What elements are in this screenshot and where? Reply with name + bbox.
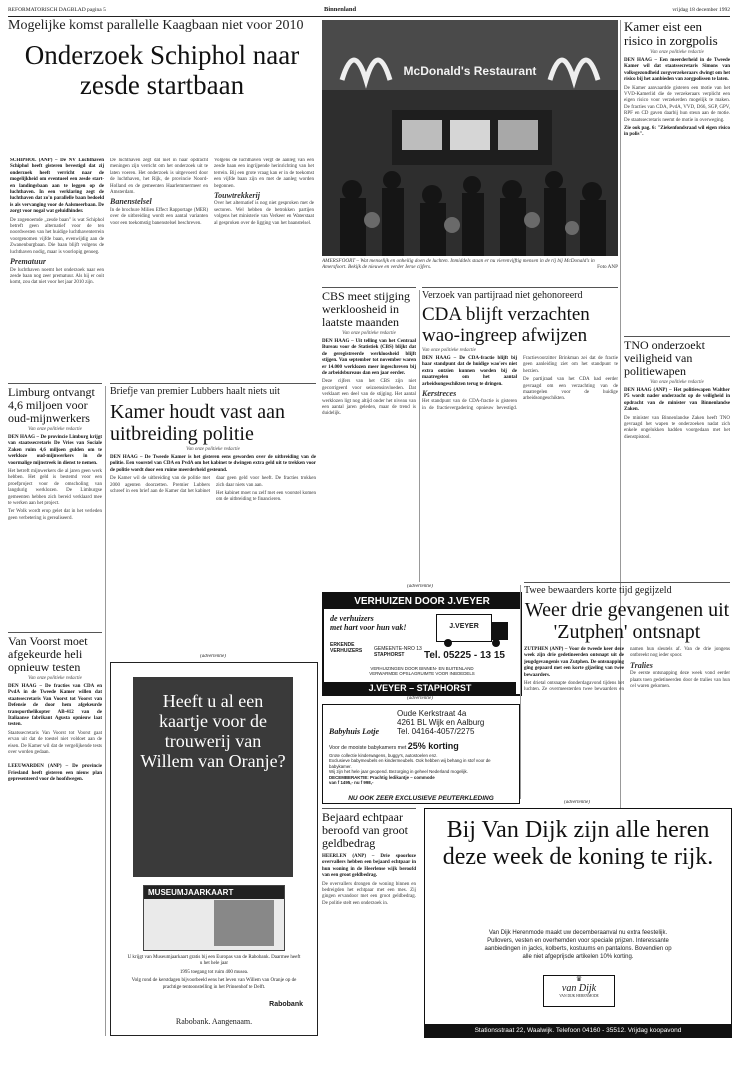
lead-body-3: De luchthaven zegt dat niet in haar opdracht meningen zijn verricht om het onderzoek uit te laten voeren. Het onderzoek is uitgevoerd door de luchthaven, het Rijk, de provincie Noord-Holland en de gemeenten Haarlemmermeer en Amsterdam.: [110, 158, 208, 196]
header-section: Binnenland: [324, 6, 357, 13]
museumjaarkaart-card: [143, 885, 285, 951]
zorgpolis-headline: Kamer eist een risico in zorgpolis: [624, 20, 718, 48]
cda-body: Het standpunt van de CDA-fractie is gisteren in de fractievergadering opnieuw bevestigd. Fractievoorzitter Brinkman zei dat de fractie geen aanleiding ziet om het standpunt te herzien.: [422, 356, 618, 411]
story-tno: [624, 339, 730, 579]
vandijk-body-4: alle niet afgeprijsde artikelen 10% korting.: [522, 954, 634, 960]
lotje-line-4: DECEMBERAKTIE: Prachtig ledikantje – commode: [329, 774, 435, 780]
voorst-headline: Van Voorst moet afgekeurde heli opnieuw testen: [8, 635, 88, 674]
rabobank-body-2: 1995 toegang tot ruim 400 musea.: [179, 969, 249, 975]
photo-caption-text: AMERSFOORT – Wat menselijk en onheilig doen de luchten. Inmiddels staan er nu vierenvijftig mensen in de rij bij McDonald's in Amersfoort. Bekijk de nieuwe en verder Ierse cijfers.: [322, 258, 595, 271]
veyer-service-1: VERHUIZINGEN DOOR BINNEN- EN BUITENLAND: [370, 666, 474, 671]
bejaard-lead: HEERLEN (ANP) – Drie spoorloze overvallers hebben een bejaard echtpaar in hun woning in de Heerlense wijk beroofd van een groot geldbedrag.: [322, 854, 416, 879]
zorgpolis-note: Zie ook pag. 6: "Ziekenfondsraad wil eigen risico in polis".: [624, 126, 730, 138]
truck-cab: [491, 622, 508, 640]
vandijk-body-2: Pullovers, vesten en overhemden voor speciale prijzen. Interessante: [487, 938, 669, 944]
story-zorgpolis: [624, 20, 730, 336]
rabobank-body-1: U krijgt van Museumjaarkaart gratis bij een Europas van de Rabobank. Daarmee heeft u het hele jaar: [127, 955, 301, 967]
lotje-line-1: Grote collectie kinderwagens, buggy's, autostoelen enz.: [329, 753, 438, 758]
lotje-line-2: Exclusieve babymeubels en kindermeubels. Ook hebben wij behang in stof voor de babykamer.: [329, 758, 491, 769]
tno-lead: DEN HAAG (ANP) – Het politiewapen Walther P5 wordt nader onderzocht op de veiligheid in opdracht van de minister van Binnenlandse Zaken.: [624, 388, 730, 413]
vandijk-body-1: Van Dijk Herenmode maakt uw decemberaanval nu extra feestelijk.: [488, 930, 668, 936]
lead-story: [8, 18, 316, 372]
lubbers-body: De Kamer wil de uitbreiding van de politie met 2000 agenten doorzetten. Premier Lubbers schreef in een brief aan de Kamer dat het kabinet daar geen geld voor heeft. De fracties trokken zich daar niets van aan.: [110, 476, 316, 495]
story-limburg: [8, 386, 102, 626]
zorgpolis-body: De Kamer aanvaardde gisteren een motie van het VVD-Kamerlid die de verzekeraars verplicht een eigen risico voor verzekerden mogelijk te maken. De fracties van CDA, PvdA, VVD, D66, SGP, GPV, RPF en CD gaven daarbij hun steun aan de motie. De staatssecretaris neemt de motie in overweging.: [624, 85, 730, 123]
photo-illustration: [322, 20, 618, 256]
lead-sub-2: Banenstelsel: [110, 197, 152, 207]
limburg-headline: Limburg ontvangt 4,6 miljoen voor oud-mijnwerkers: [8, 386, 95, 425]
truck-icon: [436, 614, 510, 648]
header-left: REFORMATORISCH DAGBLAD pagina 5: [8, 7, 106, 13]
cbs-body: Deze cijfers van het CBS zijn niet gecorrigeerd voor seizoensinvloeden. Dat verklaart een deel van de stijging. Het aantal werklozen ligt nog altijd onder het niveau van een aantal jaren geleden, maar de trend is duidelijk.: [322, 379, 416, 417]
zutphen-body: Het drietal ontsnapte donderdagavond tijdens het luchten. Ze overmeesterden twee bewaarders en namen hun sleutels af. Van de drie jongens ontbreekt nog ieder spoor.: [524, 647, 730, 693]
vandijk-logo-sub: VAN DIJK HERENMODE: [559, 994, 599, 998]
bejaard-body: De overvallers drongen de woning binnen en bedreigden het echtpaar met een mes. Zij gingen ervandoor met een groot geldbedrag. De politie stelt een onderzoek in.: [322, 881, 416, 906]
bejaard-headline: Bejaard echtpaar beroofd van groot geldbedrag: [322, 811, 408, 850]
vandijk-logo-text: van Dijk: [561, 983, 597, 994]
lubbers-kicker: Briefje van premier Lubbers haalt niets uit: [110, 386, 280, 397]
cbs-headline: CBS meet stijging werkloosheid in laatste maanden: [322, 290, 411, 329]
story-bejaard: [322, 811, 416, 1036]
lead-body-6: Over het alternatief is nog niet gesproken met de sectoren. Wel hebben de betrokken partijen volgens het ministerie van Verkeer en Waterstaat al gesproken over de ligging van het baanstelsel.: [214, 201, 314, 226]
cbs-byline: Van onze politieke redactie: [342, 331, 396, 336]
story-zutphen: [524, 585, 730, 793]
lubbers-headline: Kamer houdt vast aan uitbreiding politie: [110, 401, 285, 445]
photo-credit: Foto ANP: [597, 264, 618, 271]
lead-body-2: De luchthaven noemt het onderzoek naar een zesde baan nog zeer prematuur. Als hij er ooit komt, zou dat niet voor het jaar 2010 zijn.: [10, 267, 104, 286]
cbs-lead: DEN HAAG – Uit telling van het Centraal Bureau voor de Statistiek (CBS) blijkt dat de geregistreerde werkloosheid blijft stijgen. Van september tot november waren er 14.000 werklozen meer ingeschreven bij de arbeidsbureaus dan een jaar eerder.: [322, 339, 416, 377]
lead-kicker: Mogelijke komst parallelle Kaagbaan niet voor 2010: [8, 18, 304, 33]
truck-wheel: [492, 639, 500, 647]
lotje-line-3: Wij zijn het hele jaar geopend. Bezorging in geheel Nederland mogelijk.: [329, 769, 468, 775]
limburg-byline: Van onze politieke redactie: [28, 427, 82, 432]
ad-lotje[interactable]: [322, 704, 520, 804]
lead-body-5: Volgens de luchthaven vergt de aanleg van een zesde baan een ingrijpende herinrichting van het terrein. Bij een grote vraag kan er in de toekomst een vijfde baan zijn en met de aanleg worden begonnen.: [214, 158, 314, 189]
zutphen-body-2: De eerste ontsnapping deze week vond eerder plaats toen gedetineerden door de tralies van hun cel waren gekomen.: [630, 671, 730, 690]
ad-label-lotje: (advertentie): [407, 696, 433, 701]
cda-body-2: De partijraad van het CDA had eerder gevraagd om een verzachting van de maatregelen voor de huidige arbeidsongeschikten.: [523, 377, 618, 402]
zorgpolis-lead: DEN HAAG – Een meerderheid in de Tweede Kamer wil dat staatssecretaris Simons van volksgezondheid zorgverzekeraars dwingt om het risico bij het aanbieden van zorgpolissen te laten.: [624, 58, 730, 83]
voorst-byline: Van onze politieke redactie: [28, 676, 82, 681]
lead-body-1: De zogenoemde „zesde baan" is wat Schiphol betreft geen alternatief voor de ten noordwesten van het huidige luchthaventerrein voorgenomen vijfde baan, evenwijdig aan de Zwanenburgbaan. Die baan blijft volgens de luchthaven nodig, maar is voorlopig genoeg.: [10, 217, 104, 255]
vandijk-address: Stationsstraat 22, Waalwijk. Telefoon 04160 - 35512. Vrijdag koopavond: [425, 1024, 731, 1037]
zutphen-lead: ZUTPHEN (ANP) – Voor de tweede keer deze week zijn drie gedetineerden ontsnapt uit de jeugdgevangenis van Zutphen. De ontsnapping ging gepaard met een korte gijzeling van twee bewaarders.: [524, 647, 624, 678]
lotje-details: [329, 753, 513, 785]
limburg-body: Het betreft mijnwerkers die al jaren geen werk hebben. Het geld is bestemd voor een proefproject voor de omscholing van langdurig werklozen. De Limburgse gemeenten hebben zich bereid verklaard mee te werken aan het project.: [8, 469, 102, 507]
rabobank-panel: [133, 677, 293, 877]
zorgpolis-byline: Van onze politieke redactie: [650, 50, 704, 55]
news-photo: [322, 20, 618, 256]
lead-sub-3: Touwtrekkerij: [214, 191, 260, 201]
lotje-phone: Tel. 04164-4057/2275: [397, 727, 475, 736]
tno-byline: Van onze politieke redactie: [650, 380, 704, 385]
lubbers-lead: DEN HAAG – De Tweede Kamer is het gisteren eens geworden over de uitbreiding van de politie. Een voorstel van CDA en PvdA om het kabinet te dwingen extra geld uit te trekken voor de politie wordt door een ruime meerderheid gesteund.: [110, 455, 316, 473]
veyer-services: [330, 666, 514, 677]
page-header: [8, 6, 730, 16]
card-image: [214, 900, 274, 946]
zutphen-headline: Weer drie gevangenen uit 'Zutphen' ontsnapt: [524, 599, 730, 643]
vandijk-body: [435, 929, 721, 961]
lead-column-1: [10, 158, 104, 370]
truck-name: J.VEYER: [449, 623, 479, 630]
lotje-address: [397, 709, 484, 736]
veyer-phone: Tel. 05225 - 13 15: [424, 650, 505, 661]
cda-headline: CDA blijft verzachten wao-ingreep afwijzen: [422, 304, 590, 346]
voorst-last: LEEUWARDEN (ANP) – De provincie Friesland heeft gisteren een nieuw plan gepresenteerd voor de hoofdwegen.: [8, 764, 102, 783]
veyer-member: GEMEENTE-NRO 13: [374, 646, 422, 652]
veyer-title: VERHUIZEN DOOR J.VEYER: [324, 594, 520, 609]
veyer-slogan: [330, 614, 406, 632]
vandijk-headline: Bij Van Dijk zijn alle heren deze week de koning te rijk.: [442, 817, 714, 870]
ad-label-vandijk: (advertentie): [564, 800, 590, 805]
zutphen-kicker: Twee bewaarders korte tijd gegijzeld: [524, 585, 672, 596]
crown-icon: ♛: [575, 975, 583, 983]
cda-sub: Kerstreces: [422, 389, 457, 399]
veyer-slogan-1: de verhuizers: [330, 614, 374, 623]
rabobank-logo: Rabobank: [269, 1001, 303, 1008]
truck-wheel: [444, 639, 452, 647]
header-date: vrijdag 18 december 1992: [672, 7, 730, 13]
lead-paragraph: SCHIPHOL (ANP) – De NV Luchthaven Schiphol heeft gisteren bevestigd dat zij onderzoek heeft verricht naar de mogelijkheid om eventueel een zesde start- en landingsbaan aan te leggen op de luchthaven. In een verklaring zegt de luchthaven dat zo'n parallelle baan bedoeld is als vervanging voor de Aalsmeerbaan. De zorgt voor nogal wat geluidhinder.: [10, 158, 104, 215]
lotje-discount: 25% korting: [407, 741, 459, 751]
museumjaarkaart-title: MUSEUMJAARKAART: [144, 886, 284, 899]
lubbers-body-2: Het kabinet moet nu zelf met een voorstel komen om de uitbreiding te financieren.: [216, 491, 316, 503]
photo-sign: McDonald's Restaurant: [403, 64, 537, 78]
voorst-body: Staatssecretaris Van Voorst tot Voorst gaat ervan uit dat de toestel niet voldoet aan de eisen. De Kamer wil dat de vergelijkende tests over worden gedaan.: [8, 730, 102, 756]
rabobank-headline: Heeft u al een kaartje voor de trouwerij van Willem van Oranje?: [140, 691, 286, 771]
lotje-footer: NU OOK ZEER EXCLUSIEVE PEUTERKLEDING: [348, 795, 494, 802]
veyer-service-2: VERWARMDE OPSLAGRUIMTE VOOR INBOEDELS: [369, 671, 475, 677]
tno-headline: TNO onderzoekt veiligheid van politiewapen: [624, 339, 705, 378]
lead-headline: Onderzoek Schiphol naar zesde startbaan: [24, 40, 300, 100]
limburg-lead: DEN HAAG – De provincie Limburg krijgt van staatssecretaris De Vries van Sociale Zaken ruim 4,6 miljoen gulden om te werkloze oud-mijnwerkers in de voormalige mijnstreek in dienst te nemen.: [8, 435, 102, 466]
ad-label-rabobank: (advertentie): [200, 654, 226, 659]
ad-rabobank[interactable]: [110, 662, 318, 1036]
ad-vandijk[interactable]: [424, 808, 732, 1038]
lotje-address-1: Oude Kerkstraat 4a: [397, 709, 467, 718]
lead-body-4: In de brochure Milieu Effect Rapportage (MER) over de uitbreiding wordt een aantal varianten voor een toekomstig banenstelsel beschreven.: [110, 207, 208, 226]
zutphen-sub: Tralies: [630, 660, 653, 670]
story-cda: [422, 290, 618, 582]
lotje-offer-row: [329, 741, 513, 751]
voorst-lead: DEN HAAG – De fracties van CDA en PvdA in de Tweede Kamer willen dat staatssecretaris Van Voorst tot Voorst van Defensie de door hem afgekeurde transporthelikopter AB-412 van de Italiaanse fabrikant Agusta opnieuw laat testen.: [8, 684, 102, 728]
truck-body: [436, 614, 492, 642]
lotje-brand: Babyhuis Lotje: [329, 727, 380, 736]
lead-column-3: [214, 158, 314, 370]
lead-sub-1: Prematuur: [10, 257, 47, 267]
limburg-body-2: Ter Wolk wordt erop gelet dat in het verleden geen verbetering is gerealiseerd.: [8, 509, 102, 521]
veyer-footer: J.VEYER – STAPHORST: [324, 682, 516, 694]
cda-kicker: Verzoek van partijraad niet gehonoreerd: [422, 290, 583, 301]
veyer-city: STAPHORST: [374, 652, 405, 658]
vandijk-logo: [543, 975, 615, 1007]
ad-veyer[interactable]: [322, 592, 522, 696]
lotje-line-5: van f 1495,- nu f 998,-: [329, 780, 374, 786]
rabobank-footer: Rabobank. Aangenaam.: [175, 1017, 253, 1026]
story-lubbers: [110, 386, 316, 650]
photo-caption: [322, 258, 618, 284]
cda-byline: Van onze politieke redactie: [422, 348, 476, 353]
story-cbs: [322, 290, 416, 582]
veyer-badge-1: ERKENDE: [330, 642, 355, 648]
lotje-address-2: 4261 BL Wijk en Aalburg: [397, 718, 485, 727]
rabobank-body-3: Volg rond de kerstdagen bijvoorbeeld eens het leven van Willem van Oranje op de prachtige tentoonstelling in het Prinsenhof te Delft.: [131, 978, 297, 990]
veyer-badge: [330, 642, 366, 654]
ad-label-veyer: (advertentie): [407, 584, 433, 589]
veyer-badge-2: VERHUIZERS: [330, 648, 363, 654]
veyer-contact: [374, 646, 422, 658]
veyer-slogan-2: met hart voor hun vak!: [330, 623, 407, 632]
lubbers-byline: Van onze politieke redactie: [186, 447, 240, 452]
tno-body: De minister van Binnenlandse Zaken heeft TNO gevraagd het wapen te onderzoeken nadat zich enkele ongelukken hadden voorgedaan met het dienstpistool.: [624, 415, 730, 440]
lead-column-2: [110, 158, 208, 370]
lotje-offer: Voor de mooiste babykamers met: [329, 745, 407, 751]
rabobank-body: [127, 955, 301, 993]
story-van-voorst: [8, 635, 102, 1035]
vandijk-body-3: aanbiedingen in jacks, kolberts, kostuums en pantalons. Bovendien op: [484, 946, 672, 952]
cda-lead: DEN HAAG – De CDA-fractie blijft bij haar standpunt dat de huidige wao'ers niet extra ontzien kunnen worden bij de maatregelen om het aantal arbeidsongeschikten terug te dringen.: [422, 356, 517, 387]
